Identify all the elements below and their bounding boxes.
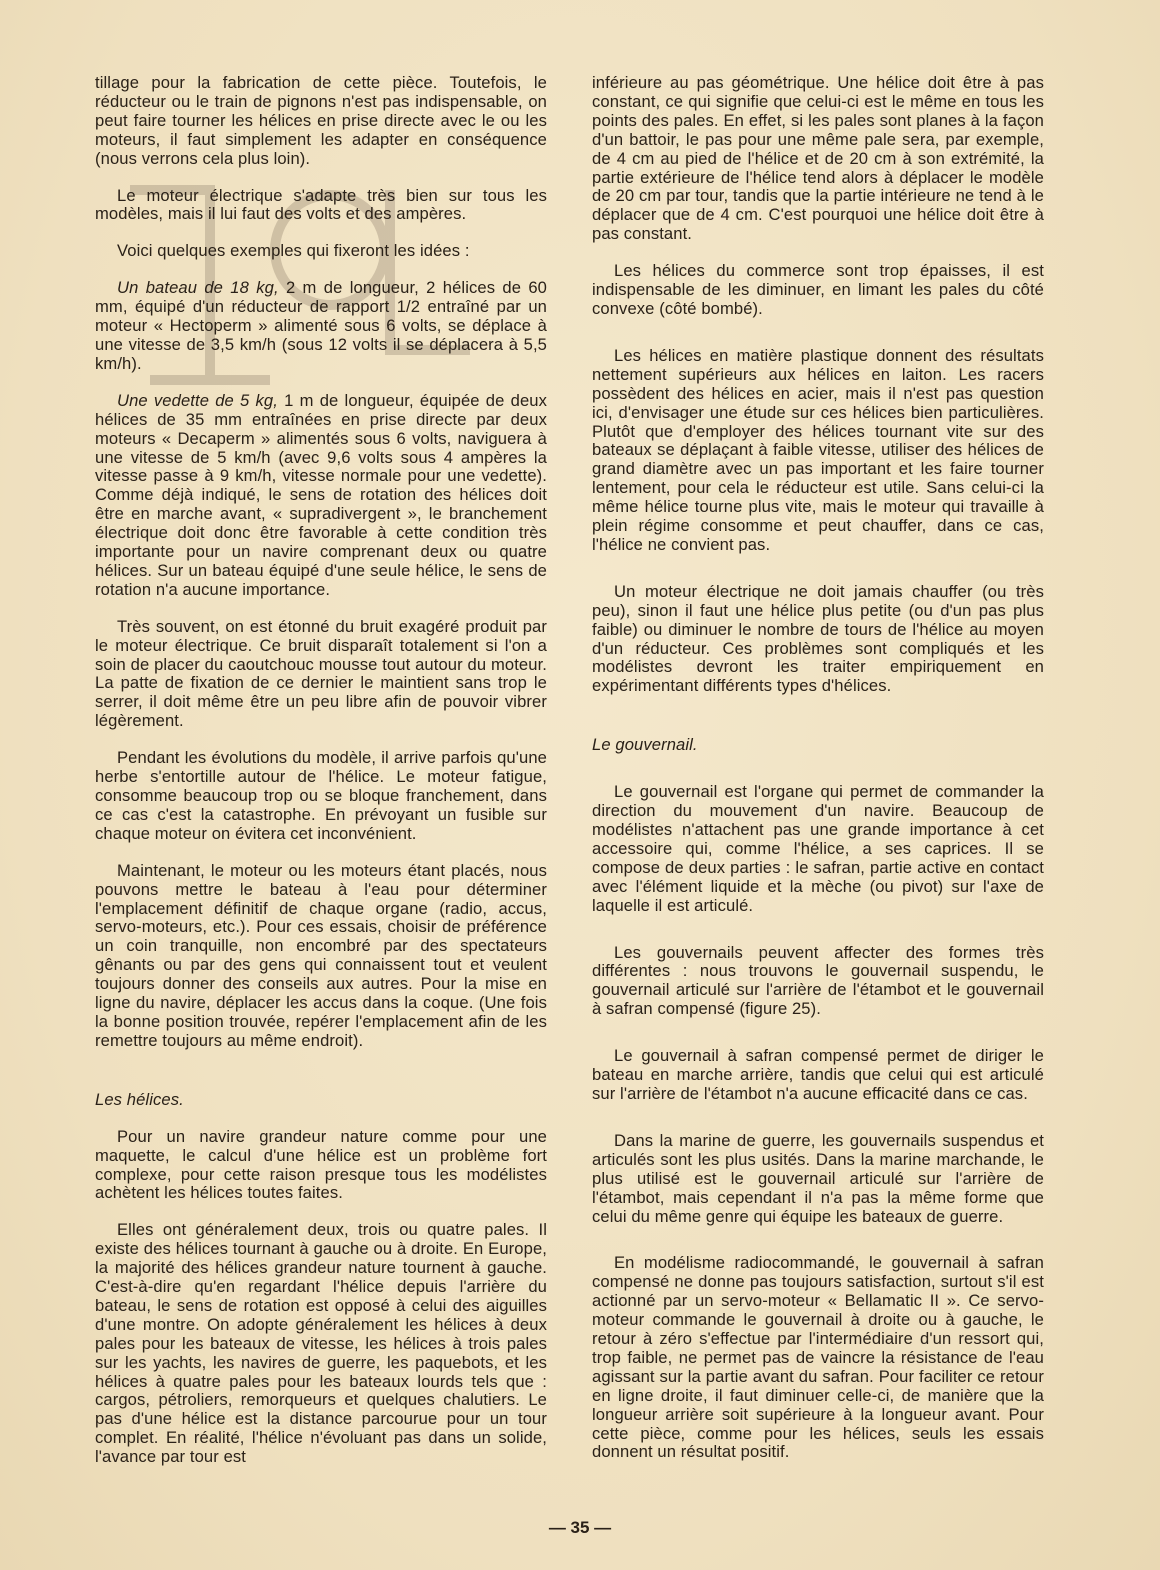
- section-heading-gouvernail: Le gouvernail.: [592, 735, 698, 755]
- paragraph: Les hélices du commerce sont trop épaisses, il est indispensable de les diminuer, en limant les pales du côté convexe (côté bombé).: [592, 261, 1044, 318]
- example-text: 1 m de longueur, équipée de deux hélices de 35 mm entraînées en prise directe par deux moteurs « Decaperm » alimentés sous 6 volts, naviguera à une vitesse de 5 km/h (avec 9,6 volts sous 4 ampères la vitesse passe à 9 km/h, vitesse normale pour une vedette). Comme déjà indiqué, le sens de rotation des hélices doit être en marche avant, « supradivergent », le branchement électrique doit donc être favorable à cette condition très importante pour un navire comprenant deux ou quatre hélices. Sur un bateau équipé d'une seule hélice, le sens de rotation n'a aucune importance.: [95, 390, 548, 599]
- paragraph: Maintenant, le moteur ou les moteurs étant placés, nous pouvons mettre le bateau à l'eau pour déterminer l'emplacement définitif de chaque organe (radio, accus, servo-moteurs, etc.). Pour ces essais, choisir de préférence un coin tranquille, non encombré par des spectateurs gênants ou par des gens qui connaissent tout et veulent toujours donner des conseils aux autres. Pour la mise en ligne du navire, déplacer les accus dans la coque. (Une fois la bonne position trouvée, repérer l'emplacement afin de les remettre toujours au même endroit).: [95, 860, 547, 1050]
- section-heading-helices: Les hélices.: [95, 1089, 184, 1109]
- paragraph: Pendant les évolutions du modèle, il arrive parfois qu'une herbe s'entortille autour de l'hélice. Le moteur fatigue, consomme beaucoup trop ou se bloque franchement, dans ce cas c'est la catastrophe. En prévoyant un fusible sur chaque moteur on évitera cet inconvénient.: [95, 748, 547, 843]
- paragraph: Voici quelques exemples qui fixeront les idées :: [117, 241, 470, 261]
- paragraph: En modélisme radiocommandé, le gouvernail à safran compensé ne donne pas toujours satisfaction, surtout s'il est actionné par un servo-moteur « Bellamatic II ». Ce servo-moteur commande le gouvernail à droite ou à gauche, le retour à zéro s'effectue par l'intermédiaire d'un ressort qui, trop faible, ne permet pas de vaincre la résistance de l'eau agissant sur la partie avant du safran. Pour faciliter ce retour en ligne droite, il faut diminuer celle-ci, de manière que la longueur arrière soit supérieure à la longueur avant. Pour cette pièce, comme pour les hélices, seuls les essais donnent un résultat positif.: [592, 1253, 1044, 1462]
- example-text: 2 m de longueur, 2 hélices de 60 mm, équipé d'un réducteur de rapport 1/2 entraîné par un moteur « Hectoperm » alimenté sous 6 volts, se déplace à une vitesse de 3,5 km/h (sous 12 volts il se déplacera à 5,5 km/h).: [95, 278, 548, 373]
- example-lead: Une vedette de 5 kg,: [117, 390, 278, 410]
- paragraph: Un moteur électrique ne doit jamais chauffer (ou très peu), sinon il faut une hélice plus petite (ou d'un pas plus faible) ou diminuer le nombre de tours de l'hélice au moyen d'un réducteur. Ces problèmes sont compliqués et les modélistes devront les traiter empiriquement en expérimentant différents types d'hélices.: [592, 581, 1044, 696]
- paragraph: Le gouvernail à safran compensé permet de diriger le bateau en marche arrière, tandis que celui qui est articulé sur l'arrière de l'étambot n'a aucune efficacité dans ce cas.: [592, 1046, 1044, 1103]
- paragraph: Dans la marine de guerre, les gouvernails suspendus et articulés sont les plus usités. Dans la marine marchande, le plus utilisé est le gouvernail articulé sur l'arrière de l'étambot, mais cependant il n'a pas la même forme que celui du même genre qui équipe les bateaux de guerre.: [592, 1130, 1044, 1226]
- page-number: — 35 —: [548, 1518, 612, 1537]
- left-column: [95, 74, 547, 1485]
- example-lead: Un bateau de 18 kg,: [117, 278, 279, 298]
- paragraph: Elles ont généralement deux, trois ou quatre pales. Il existe des hélices tournant à gauche ou à droite. En Europe, la majorité des hélices grandeur nature tournent à gauche. C'est-à-dire qu'en regardant l'hélice depuis l'arrière du bateau, le sens de rotation est opposé à celui des aiguilles d'une montre. On adopte généralement les hélices à deux pales pour les bateaux de vitesse, les hélices à trois pales sur les yachts, les navires de guerre, les paquebots, et les hélices à quatre pales pour les bateaux lourds tels que : cargos, pétroliers, remorqueurs et quelques chalutiers. Le pas d'une hélice est la distance parcourue pour un tour complet. En réalité, l'hélice n'évoluant pas dans un solide, l'avance par tour est: [95, 1220, 547, 1467]
- paragraph: inférieure au pas géométrique. Une hélice doit être à pas constant, ce qui signifie que celui-ci est le même en tous les points des pales. En effet, si les pales sont planes à la façon d'un battoir, le pas pour une même pale sera, par exemple, de 4 cm au pied de l'hélice et de 20 cm à son extrémité, la partie extérieure de l'hélice tend alors à déplacer le modèle de 20 cm par tour, tandis que la partie intérieure ne tend à le déplacer que de 4 cm. C'est pourquoi une hélice doit être à pas constant.: [592, 73, 1044, 244]
- example-paragraph: [95, 279, 547, 374]
- paragraph: Le gouvernail est l'organe qui permet de commander la direction du mouvement d'un navire. Beaucoup de modélistes n'attachent pas une grande importance à cet accessoire qui, comme l'hélice, a ses caprices. Il se compose de deux parties : le safran, partie active en contact avec l'élément liquide et la mèche (ou pivot) sur l'axe de laquelle il est articulé.: [592, 782, 1044, 915]
- example-paragraph: [95, 392, 547, 600]
- paragraph: Les gouvernails peuvent affecter des formes très différentes : nous trouvons le gouvernail suspendu, le gouvernail articulé sur l'arrière de l'étambot et le gouvernail à safran compensé (figure 25).: [592, 942, 1044, 1019]
- paragraph: Très souvent, on est étonné du bruit exagéré produit par le moteur électrique. Ce bruit disparaît totalement si l'on a soin de placer du caoutchouc mousse tout autour du moteur. La patte de fixation de ce dernier le maintient sans trop le serrer, il doit même être un peu libre afin de pouvoir vibrer légèrement.: [95, 616, 547, 731]
- paragraph: Le moteur électrique s'adapte très bien sur tous les modèles, mais il lui faut des volts et des ampères.: [95, 185, 547, 224]
- paragraph: Les hélices en matière plastique donnent des résultats nettement supérieurs aux hélices en laiton. Les racers possèdent des hélices en acier, mais il n'est pas question ici, d'envisager une étude sur ces hélices bien particulières. Plutôt que d'employer des hélices tournant vite sur des bateaux se déplaçant à faible vitesse, utiliser des hélices de grand diamètre avec un pas important et les faire tourner lentement, pour cela le réducteur est utile. Sans celui-ci la même hélice tourne plus vite, mais le moteur qui travaille à plein régime consomme et peut chauffer, dans ce cas, l'hélice ne convient pas.: [592, 345, 1044, 554]
- paragraph: tillage pour la fabrication de cette pièce. Toutefois, le réducteur ou le train de pignons n'est pas indispensable, on peut faire tourner les hélices en prise directe avec le ou les moteurs, il faut simplement les adapter en conséquence (nous verrons cela plus loin).: [95, 73, 547, 168]
- right-column: [592, 74, 1044, 1480]
- paragraph: Pour un navire grandeur nature comme pour une maquette, le calcul d'une hélice est un problème fort complexe, pour cette raison presque tous les modélistes achètent les hélices toutes faites.: [95, 1126, 547, 1203]
